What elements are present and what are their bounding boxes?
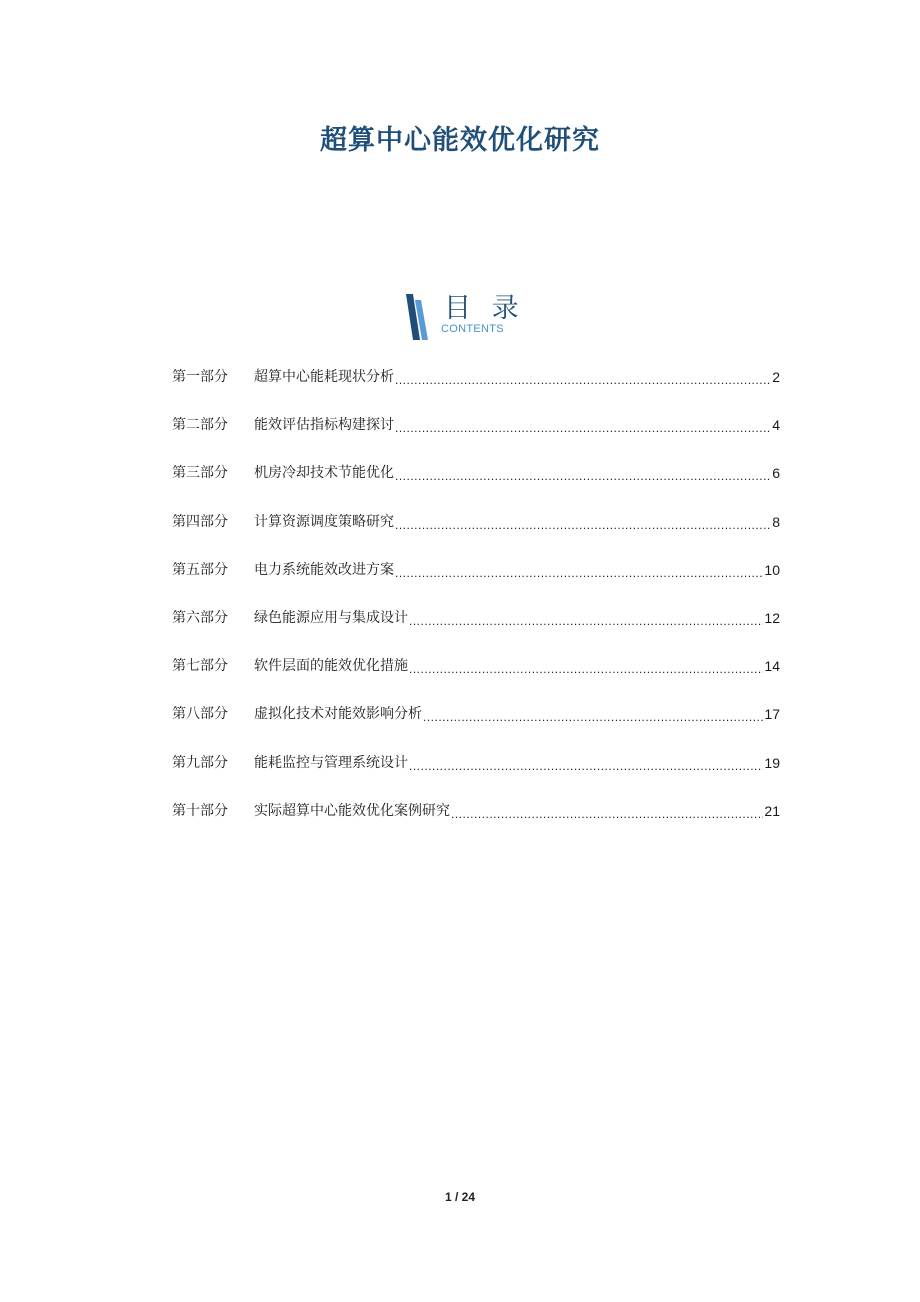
toc-entry-part: 第六部分 (172, 609, 228, 626)
toc-entry-page: 4 (772, 417, 780, 434)
toc-leader-dots (395, 417, 771, 439)
toc-entry[interactable] (172, 655, 780, 703)
toc-entry-title: 电力系统能效改进方案 (254, 561, 394, 578)
toc-entry-title: 虚拟化技术对能效影响分析 (254, 706, 422, 723)
toc-list (172, 366, 780, 848)
toc-entry-title: 软件层面的能效优化措施 (254, 658, 408, 675)
toc-entry-title: 能效评估指标构建探讨 (254, 417, 394, 434)
toc-entry[interactable] (172, 511, 780, 559)
toc-subheading: CONTENTS (441, 323, 504, 335)
toc-entry-part: 第八部分 (172, 706, 228, 723)
toc-leader-dots (409, 610, 763, 632)
toc-entry-part: 第九部分 (172, 754, 228, 771)
toc-entry-part: 第三部分 (172, 465, 228, 482)
toc-entry-part: 第一部分 (172, 369, 228, 385)
toc-entry-part: 第七部分 (172, 658, 228, 675)
toc-leader-dots (395, 562, 763, 584)
toc-entry-page: 2 (772, 369, 780, 385)
toc-entry-title: 机房冷却技术节能优化 (254, 465, 394, 482)
toc-header (404, 292, 544, 342)
toc-entry[interactable] (172, 703, 780, 751)
toc-entry[interactable] (172, 607, 780, 655)
toc-entry-page: 21 (764, 802, 780, 819)
toc-entry-part: 第二部分 (172, 417, 228, 434)
toc-entry-title: 绿色能源应用与集成设计 (254, 609, 408, 626)
toc-entry-page: 8 (772, 513, 780, 530)
toc-leader-dots (395, 514, 771, 536)
toc-entry[interactable] (172, 462, 780, 510)
toc-entry-page: 14 (764, 658, 780, 675)
toc-leader-dots (409, 755, 763, 777)
toc-entry[interactable] (172, 414, 780, 462)
toc-heading: 目 录 (444, 293, 525, 324)
toc-leader-dots (395, 465, 771, 487)
toc-entry-page: 12 (764, 609, 780, 626)
toc-entry-page: 10 (764, 561, 780, 578)
toc-entry-title: 能耗监控与管理系统设计 (254, 754, 408, 771)
toc-entry[interactable] (172, 366, 780, 414)
toc-leader-dots (451, 803, 763, 825)
toc-leader-dots (409, 658, 763, 680)
toc-entry-title: 计算资源调度策略研究 (254, 513, 394, 530)
toc-entry[interactable] (172, 800, 780, 848)
toc-entry-part: 第四部分 (172, 513, 228, 530)
document-title: 超算中心能效优化研究 (320, 125, 600, 156)
toc-entry-part: 第五部分 (172, 561, 228, 578)
toc-entry-part: 第十部分 (172, 802, 228, 819)
toc-entry[interactable] (172, 752, 780, 800)
toc-entry-page: 6 (772, 465, 780, 482)
toc-entry[interactable] (172, 559, 780, 607)
toc-leader-dots (423, 706, 763, 728)
page-indicator: 1 / 24 (444, 1190, 476, 1204)
toc-logo-icon (404, 294, 436, 340)
toc-entry-page: 19 (764, 754, 780, 771)
toc-entry-title: 实际超算中心能效优化案例研究 (254, 802, 450, 819)
toc-entry-page: 17 (764, 706, 780, 723)
toc-entry-title: 超算中心能耗现状分析 (254, 369, 394, 385)
toc-leader-dots (395, 369, 771, 391)
